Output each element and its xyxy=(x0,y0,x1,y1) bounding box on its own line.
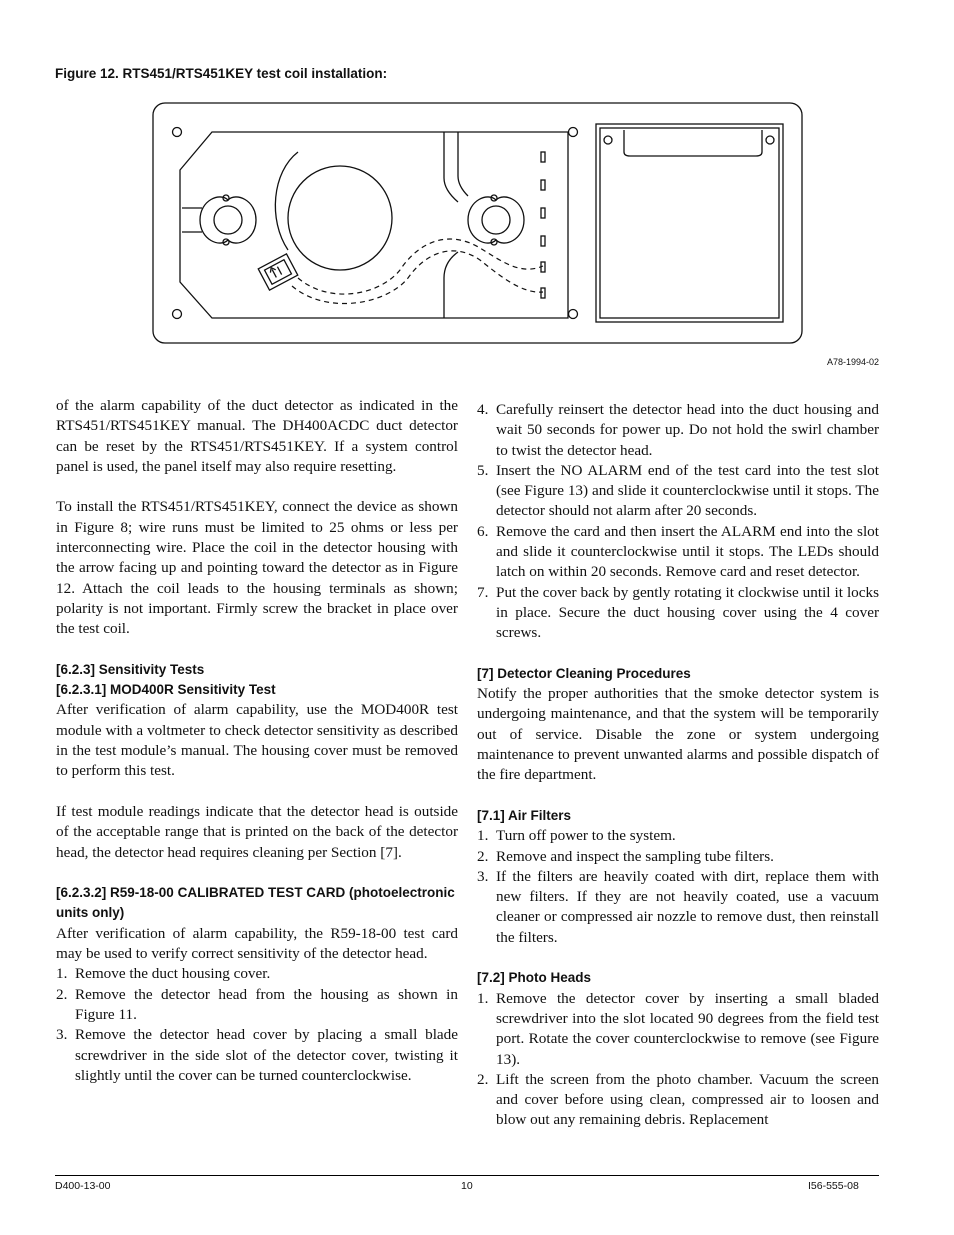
section-heading: [7.1] Air Filters xyxy=(477,807,572,823)
list-number: 3. xyxy=(56,1026,68,1044)
footer-page-number: 10 xyxy=(461,1180,473,1192)
list-number: 1. xyxy=(56,965,68,983)
list-text: Remove and inspect the sampling tube filters. xyxy=(496,847,774,865)
section-heading: [7.2] Photo Heads xyxy=(477,970,592,986)
paragraph: Notify the proper authorities that the smoke detector system is undergoing maintenance, and that the system will be temporarily out of service. Disable the zone or system undergoing maintenance to prevent unwanted alarms and possible dispatch of the fire department. xyxy=(477,685,879,784)
list-item xyxy=(56,964,458,984)
section-heading: [7] Detector Cleaning Procedures xyxy=(477,665,691,681)
list-text: Remove the detector head from the housing as shown in Figure 11. xyxy=(75,985,458,1023)
left-column xyxy=(56,396,458,1086)
numbered-list xyxy=(56,964,458,1086)
list-item xyxy=(56,1025,458,1086)
list-text: Remove the card and then insert the ALARM end into the slot and slide it counterclockwise until it stops. The LEDs should latch on within 20 seconds. Remove card and reset detector. xyxy=(496,522,879,581)
paragraph: of the alarm capability of the duct detector as indicated in the RTS451/RTS451KEY manual. The DH400ACDC duct detector can be reset by the RTS451/RTS451KEY. If a system control panel is used, the panel itself may also require resetting. xyxy=(56,397,458,475)
list-text: Carefully reinsert the detector head into the duct housing and wait 50 seconds for power up. Do not hold the swirl chamber to twist the detector head. xyxy=(496,401,879,459)
numbered-list xyxy=(477,826,879,948)
list-number: 7. xyxy=(477,583,489,601)
list-item xyxy=(477,989,879,1070)
footer-part-number: I56-555-08 xyxy=(808,1180,859,1192)
list-number: 2. xyxy=(56,985,68,1003)
list-number: 1. xyxy=(477,827,489,845)
list-number: 3. xyxy=(477,867,489,885)
figure-code: A78-1994-02 xyxy=(827,357,880,367)
numbered-list xyxy=(477,400,879,644)
footer-rule xyxy=(55,1175,879,1176)
list-item xyxy=(477,400,879,461)
list-text: If the filters are heavily coated with dirt, replace them with new filters. If they are not heavily coated, use a vacuum cleaner or compressed air nozzle to remove dust, then reinstall the filters. xyxy=(496,867,879,946)
numbered-list xyxy=(477,989,879,1131)
list-item xyxy=(477,826,879,846)
paragraph: After verification of alarm capability, the R59-18-00 test card may be used to verify correct sensitivity of the detector head. xyxy=(56,924,458,963)
list-item xyxy=(477,1070,879,1131)
section-heading: [6.2.3.1] MOD400R Sensitivity Test xyxy=(56,682,276,698)
list-item xyxy=(477,522,879,583)
list-text: Remove the duct housing cover. xyxy=(75,965,271,983)
list-text: Put the cover back by gently rotating it clockwise until it locks in place. Secure the duct housing cover using the 4 cover screws. xyxy=(496,583,879,642)
section-heading: [6.2.3] Sensitivity Tests xyxy=(56,661,205,677)
list-item xyxy=(477,847,879,867)
paragraph: To install the RTS451/RTS451KEY, connect the device as shown in Figure 8; wire runs must be limited to 25 ohms or less per interconnecting wire. Place the coil in the detector housing with the arrow facing up and pointing toward the detector as in Figure 12. Attach the coil leads to the housing terminals as shown; polarity is not important. Firmly screw the bracket in place over the test coil. xyxy=(56,498,458,638)
list-number: 2. xyxy=(477,847,489,865)
list-number: 5. xyxy=(477,461,489,479)
list-item xyxy=(477,867,879,948)
footer-doc-number: D400-13-00 xyxy=(55,1180,111,1192)
list-text: Remove the detector cover by inserting a small bladed screwdriver into the slot located 90 degrees from the field test port. Rotate the cover counterclockwise to remove (see Figure 13). xyxy=(496,989,879,1068)
list-item xyxy=(56,985,458,1026)
list-text: Remove the detector head cover by placing a small blade screwdriver in the side slot of the detector cover, twisting it slightly until the cover can be turned counterclockwise. xyxy=(75,1026,458,1084)
list-number: 1. xyxy=(477,989,489,1007)
list-item xyxy=(477,461,879,522)
list-text: Lift the screen from the photo chamber. Vacuum the screen and cover before using clean, compressed air to loosen and blow out any remaining debris. Replacement xyxy=(496,1070,879,1129)
section-heading: [6.2.3.2] R59-18-00 CALIBRATED TEST CARD (photoelectronic units only) xyxy=(56,885,455,921)
list-number: 4. xyxy=(477,401,489,418)
right-column xyxy=(477,400,879,1131)
figure-title: Figure 12. RTS451/RTS451KEY test coil installation: xyxy=(55,66,388,81)
paragraph: If test module readings indicate that the detector head is outside of the acceptable range that is printed on the back of the detector head, the detector head requires cleaning per Section [7]. xyxy=(56,802,458,861)
list-text: Turn off power to the system. xyxy=(496,827,676,845)
paragraph: After verification of alarm capability, use the MOD400R test module with a voltmeter to check detector sensitivity as described in the test module’s manual. The housing cover must be removed to perform this test. xyxy=(56,701,458,780)
list-item xyxy=(477,583,879,644)
figure-12-diagram xyxy=(150,100,806,348)
list-text: Insert the NO ALARM end of the test card into the test slot (see Figure 13) and slide it counterclockwise until it stops. The detector should not alarm after 20 seconds. xyxy=(496,461,879,520)
list-number: 2. xyxy=(477,1070,489,1088)
list-number: 6. xyxy=(477,522,489,540)
